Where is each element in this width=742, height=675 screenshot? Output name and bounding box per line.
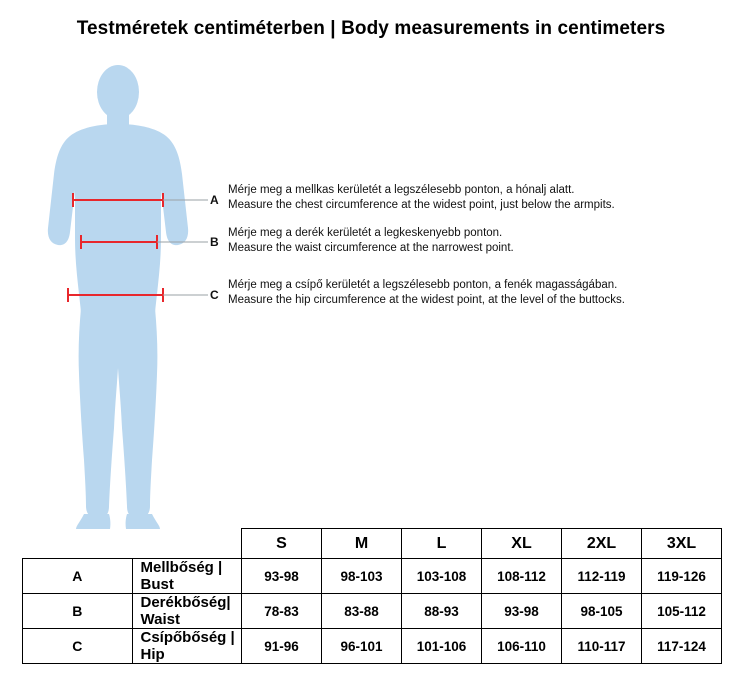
- hip-3xl: 117-124: [642, 629, 722, 664]
- table-row: [23, 594, 722, 629]
- callout-b: [228, 226, 514, 256]
- hip-m: 96-101: [322, 629, 402, 664]
- size-header-3xl: 3XL: [642, 529, 722, 559]
- size-table-wrap: [22, 528, 722, 664]
- bust-xl: 108-112: [482, 559, 562, 594]
- waist-m: 83-88: [322, 594, 402, 629]
- callout-letter-c: C: [210, 288, 219, 302]
- callout-c: [228, 278, 625, 308]
- table-header-row: [23, 529, 722, 559]
- row-letter-a: A: [23, 559, 133, 594]
- waist-s: 78-83: [242, 594, 322, 629]
- hip-l: 101-106: [402, 629, 482, 664]
- size-header-2xl: 2XL: [562, 529, 642, 559]
- callout-a-en: Measure the chest circumference at the widest point, just below the armpits.: [228, 199, 615, 211]
- corner-blank-letter: [23, 529, 133, 559]
- page-title: Testméretek centiméterben | Body measurements in centimeters: [76, 18, 666, 39]
- row-name-bust: Mellbőség | Bust: [132, 559, 242, 594]
- corner-blank-name: [132, 529, 242, 559]
- size-header-s: S: [242, 529, 322, 559]
- bust-l: 103-108: [402, 559, 482, 594]
- waist-2xl: 98-105: [562, 594, 642, 629]
- size-header-l: L: [402, 529, 482, 559]
- hip-xl: 106-110: [482, 629, 562, 664]
- waist-3xl: 105-112: [642, 594, 722, 629]
- bust-2xl: 112-119: [562, 559, 642, 594]
- size-header-xl: XL: [482, 529, 562, 559]
- body-figure: [18, 62, 218, 532]
- callout-b-en: Measure the waist circumference at the narrowest point.: [228, 242, 514, 254]
- table-row: [23, 559, 722, 594]
- callout-c-hu: Mérje meg a csípő kerületét a legszélesebb ponton, a fenék magasságában.: [228, 279, 618, 291]
- callout-letter-b: B: [210, 235, 219, 249]
- callout-c-en: Measure the hip circumference at the widest point, at the level of the buttocks.: [228, 294, 625, 306]
- size-header-m: M: [322, 529, 402, 559]
- callout-a-hu: Mérje meg a mellkas kerületét a legszélesebb ponton, a hónalj alatt.: [228, 184, 575, 196]
- callout-a: [228, 183, 615, 213]
- row-letter-b: B: [23, 594, 133, 629]
- row-name-waist: Derékbőség| Waist: [132, 594, 242, 629]
- row-letter-c: C: [23, 629, 133, 664]
- size-table: [22, 528, 722, 664]
- bust-s: 93-98: [242, 559, 322, 594]
- waist-l: 88-93: [402, 594, 482, 629]
- callout-b-hu: Mérje meg a derék kerületét a legkeskenyebb ponton.: [228, 227, 503, 239]
- table-row: [23, 629, 722, 664]
- hip-2xl: 110-117: [562, 629, 642, 664]
- row-name-hip: Csípőbőség | Hip: [132, 629, 242, 664]
- bust-3xl: 119-126: [642, 559, 722, 594]
- callout-letter-a: A: [210, 193, 219, 207]
- waist-xl: 93-98: [482, 594, 562, 629]
- bust-m: 98-103: [322, 559, 402, 594]
- hip-s: 91-96: [242, 629, 322, 664]
